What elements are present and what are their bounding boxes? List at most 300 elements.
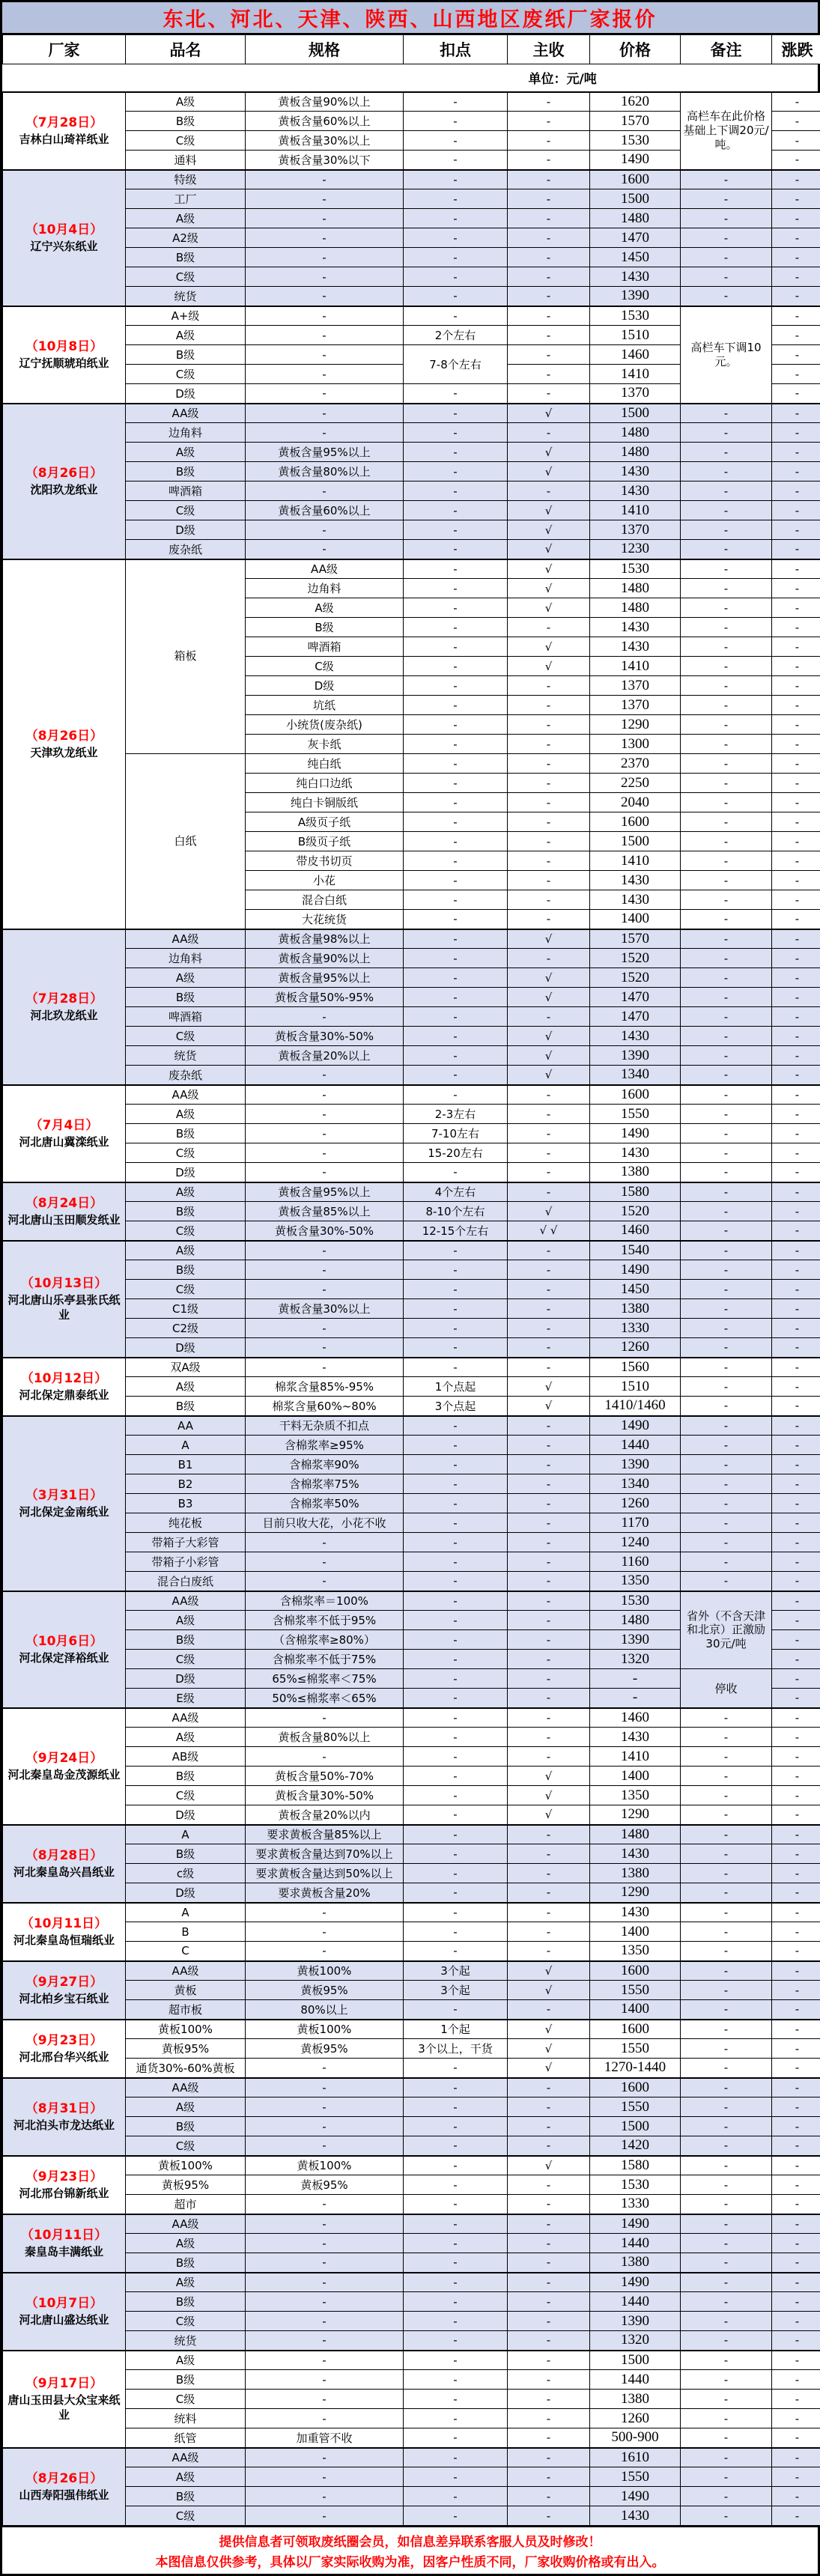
product-cell: B级 [126,2487,246,2506]
price-cell: 1600 [590,170,681,189]
main-collect-cell: √ [508,657,590,676]
product-cell: C级 [126,1786,246,1805]
change-cell: - [772,306,820,326]
table-row [3,1961,820,1981]
price-cell: 1560 [590,1358,681,1377]
factory-date: （9月23日） [5,2032,123,2050]
price-cell: - [590,1669,681,1689]
table-row [3,559,820,579]
main-collect-cell: √ [508,929,590,949]
product-cell: C [126,1942,246,1961]
price-cell: 1350 [590,1942,681,1961]
price-cell: - [590,1689,681,1708]
spec-cell: 65%≤棉浆率＜75% [246,1669,404,1689]
table-row [3,1552,820,1572]
deduction-cell: - [404,189,508,209]
price-cell: 1330 [590,2195,681,2214]
product-cell: 特级 [126,170,246,189]
price-cell: 1350 [590,1786,681,1805]
deduction-cell: 7-8个左右 [404,345,508,384]
spec-cell: 要求黄板含量20% [246,1883,404,1903]
main-collect-cell: - [508,1903,590,1922]
main-collect-cell: - [508,1689,590,1708]
spec-cell: 要求黄板含量达到70%以上 [246,1844,404,1864]
spec-cell: 黄板含量50%-95% [246,988,404,1007]
note-cell: - [681,715,772,735]
main-collect-cell: - [508,2312,590,2331]
spec-cell: 黄板含量20%以内 [246,1805,404,1825]
table-row [3,1572,820,1591]
change-cell: - [772,1358,820,1377]
note-cell: - [681,1241,772,1260]
price-cell: 1550 [590,2467,681,2487]
change-cell: - [772,2117,820,2136]
factory-date: （10月11日） [5,2227,123,2244]
note-cell: - [681,2506,772,2526]
price-cell: 1390 [590,1455,681,1474]
spec-cell: - [246,2234,404,2253]
change-cell: - [772,2428,820,2448]
main-collect-cell: - [508,2292,590,2312]
main-collect-cell: - [508,1260,590,1280]
price-cell: 1470 [590,228,681,248]
deduction-cell: - [404,1572,508,1591]
main-collect-cell: √ [508,559,590,579]
product-cell: 带箱子大彩管 [126,1533,246,1552]
note-cell: - [681,1085,772,1105]
deduction-cell: - [404,1241,508,1260]
table-row [3,1747,820,1767]
price-table-body [3,92,820,2526]
main-collect-cell: - [508,2195,590,2214]
product-cell: C级 [126,2312,246,2331]
price-cell: 1490 [590,1124,681,1143]
factory-date: （8月26日） [5,2470,123,2488]
main-collect-cell: - [508,423,590,443]
change-cell: - [772,1143,820,1163]
spec-cell: 50%≤棉浆率＜65% [246,1689,404,1708]
change-cell: - [772,949,820,968]
deduction-cell: - [404,2000,508,2020]
main-collect-cell: - [508,1358,590,1377]
spec-cell: 啤酒箱 [246,637,404,657]
spec-cell: 黄板含量95%以上 [246,443,404,462]
price-cell: 1480 [590,1611,681,1630]
factory-date: （8月26日） [5,728,123,745]
spec-cell: - [246,2506,404,2526]
table-row [3,1708,820,1728]
note-cell: - [681,1494,772,1513]
change-cell: - [772,657,820,676]
deduction-cell: - [404,1922,508,1942]
table-row [3,1377,820,1397]
note-cell: - [681,1572,772,1591]
change-cell: - [772,1338,820,1358]
main-collect-cell: √ [508,1202,590,1221]
factory-name: 沈阳玖龙纸业 [5,482,123,497]
note-cell: - [681,1474,772,1494]
price-cell: 1610 [590,2448,681,2467]
factory-date: （8月31日） [5,2100,123,2118]
factory-date: （9月27日） [5,1974,123,1991]
product-cell: A级 [126,2234,246,2253]
deduction-cell: - [404,1689,508,1708]
change-cell: - [772,326,820,345]
price-cell: 1500 [590,832,681,851]
change-cell: - [772,2370,820,2390]
col-header-note: 备注 [681,35,772,64]
spec-cell: - [246,2059,404,2078]
note-cell: - [681,1299,772,1319]
price-cell: 1390 [590,2312,681,2331]
note-cell: 高栏车在此价格基础上下调20元/吨。 [681,92,772,170]
main-collect-cell: - [508,1591,590,1611]
table-row [3,949,820,968]
change-cell: - [772,2273,820,2292]
table-row [3,968,820,988]
price-cell: 1460 [590,1221,681,1241]
spec-cell: - [246,345,404,365]
change-cell: - [772,754,820,774]
product-cell: AA级 [126,2214,246,2234]
spec-cell: 黄板含量98%以上 [246,929,404,949]
table-row [3,2059,820,2078]
price-cell: 1450 [590,248,681,267]
price-cell: 1490 [590,2487,681,2506]
spec-cell: - [246,2370,404,2390]
product-cell: C级 [126,2136,246,2156]
change-cell: - [772,2020,820,2039]
deduction-cell: - [404,774,508,793]
price-cell: 1430 [590,637,681,657]
main-collect-cell: - [508,2351,590,2370]
product-cell: C级 [126,365,246,384]
spec-cell: - [246,1922,404,1942]
change-cell: - [772,579,820,598]
main-collect-cell: √ [508,2059,590,2078]
table-row [3,2390,820,2409]
spec-cell: 小花 [246,871,404,890]
deduction-cell: 15-20左右 [404,1143,508,1163]
product-cell: A级 [126,1182,246,1202]
product-cell: B级 [126,345,246,365]
product-cell: D级 [126,1669,246,1689]
change-cell: - [772,1689,820,1708]
deduction-cell: - [404,1455,508,1474]
table-row [3,2253,820,2273]
table-row [3,2136,820,2156]
price-cell: 1540 [590,1241,681,1260]
main-collect-cell: √ [508,968,590,988]
table-row [3,1299,820,1319]
main-collect-cell: - [508,676,590,696]
table-row [3,2409,820,2428]
main-collect-cell: √ [508,462,590,482]
price-cell: 1580 [590,2156,681,2175]
main-collect-cell: - [508,2214,590,2234]
change-cell: - [772,1805,820,1825]
main-collect-cell: - [508,735,590,754]
change-cell: - [772,1494,820,1513]
table-row [3,1864,820,1883]
factory-name: 河北泊头市龙达纸业 [5,2118,123,2133]
product-cell: B级 [126,1202,246,1221]
product-cell: 超市板 [126,2000,246,2020]
main-collect-cell: - [508,1669,590,1689]
deduction-cell: - [404,482,508,501]
deduction-cell: - [404,1552,508,1572]
note-cell: - [681,267,772,287]
price-cell: 1520 [590,968,681,988]
spec-cell: 小统货(废杂纸) [246,715,404,735]
main-collect-cell: - [508,2078,590,2097]
spec-cell: - [246,1143,404,1163]
note-cell: - [681,2136,772,2156]
product-cell: 超市 [126,2195,246,2214]
product-cell: AA级 [126,2078,246,2097]
note-cell: - [681,2428,772,2448]
change-cell: - [772,189,820,209]
spec-cell: - [246,2117,404,2136]
main-collect-cell: √ [508,404,590,423]
price-cell: 1480 [590,423,681,443]
main-collect-cell: - [508,384,590,404]
note-cell: - [681,2409,772,2428]
note-cell: - [681,832,772,851]
price-cell: 1380 [590,1299,681,1319]
price-cell: 1370 [590,520,681,540]
main-collect-cell: - [508,754,590,774]
spec-cell: - [246,1747,404,1767]
col-header-factory: 厂家 [3,35,126,64]
table-row [3,2156,820,2175]
col-header-deduction: 扣点 [404,35,508,64]
change-cell: - [772,1319,820,1338]
note-cell: - [681,1786,772,1805]
change-cell: - [772,2156,820,2175]
spec-cell: 棉浆含量60%~80% [246,1397,404,1416]
price-cell: 1320 [590,1650,681,1669]
spec-cell: - [246,2409,404,2428]
product-cell: A级 [126,1728,246,1747]
spec-cell: - [246,228,404,248]
spec-cell: AA级 [246,559,404,579]
change-cell: - [772,170,820,189]
spec-cell: 含棉浆率＝100% [246,1591,404,1611]
price-cell: 1600 [590,1085,681,1105]
deduction-cell: - [404,2117,508,2136]
table-row [3,2370,820,2390]
factory-date: （10月4日） [5,222,123,239]
main-collect-cell: - [508,696,590,715]
product-cell: 统货 [126,1046,246,1066]
spec-cell: - [246,2312,404,2331]
deduction-cell: - [404,1474,508,1494]
note-cell: - [681,1319,772,1338]
spec-cell: - [246,2292,404,2312]
spec-cell: - [246,1241,404,1260]
factory-date: （10月7日） [5,2295,123,2312]
price-cell: 1430 [590,1903,681,1922]
main-collect-cell: - [508,910,590,929]
change-cell: - [772,559,820,579]
price-cell: 1480 [590,598,681,618]
product-cell: 黄板100% [126,2020,246,2039]
price-cell: 1460 [590,1708,681,1728]
spec-cell: 纯白纸 [246,754,404,774]
price-cell: 1480 [590,579,681,598]
price-cell: 1410 [590,657,681,676]
change-cell: - [772,968,820,988]
product-cell: AA级 [126,2448,246,2467]
deduction-cell: - [404,1805,508,1825]
deduction-cell: - [404,2467,508,2487]
change-cell: - [772,228,820,248]
product-cell: 带箱子小彩管 [126,1552,246,1572]
note-cell: - [681,2097,772,2117]
note-cell: - [681,579,772,598]
main-collect-cell: - [508,189,590,209]
note-cell: - [681,2390,772,2409]
main-collect-cell: - [508,1825,590,1844]
deduction-cell: - [404,1825,508,1844]
spec-cell: - [246,1163,404,1182]
product-cell: D级 [126,1883,246,1903]
deduction-cell: - [404,1416,508,1436]
product-cell: 黄板100% [126,2156,246,2175]
deduction-cell: - [404,2448,508,2467]
deduction-cell: - [404,949,508,968]
main-collect-cell: - [508,287,590,306]
spec-cell: 加重管不收 [246,2428,404,2448]
main-collect-cell: - [508,1708,590,1728]
spec-cell: - [246,2331,404,2351]
deduction-cell: - [404,1085,508,1105]
product-cell: B级 [126,1260,246,1280]
price-cell: 1410 [590,365,681,384]
product-cell: B2 [126,1474,246,1494]
note-cell: - [681,520,772,540]
spec-cell: 坑纸 [246,696,404,715]
note-cell: - [681,2312,772,2331]
price-cell: 1300 [590,735,681,754]
product-cell: 纸管 [126,2428,246,2448]
product-cell: 啤酒箱 [126,482,246,501]
price-cell: 1490 [590,2214,681,2234]
price-cell: 1430 [590,871,681,890]
change-cell: - [772,715,820,735]
product-cell: D级 [126,384,246,404]
spec-cell: - [246,2078,404,2097]
change-cell: - [772,637,820,657]
deduction-cell: - [404,2097,508,2117]
price-cell: 1350 [590,1572,681,1591]
deduction-cell: - [404,676,508,696]
main-collect-cell: √ [508,501,590,520]
change-cell: - [772,2175,820,2195]
note-cell: - [681,1708,772,1728]
product-cell: A级 [126,968,246,988]
spec-cell: 黄板含量20%以上 [246,1046,404,1066]
deduction-cell: 2个左右 [404,326,508,345]
spec-cell: - [246,306,404,326]
main-collect-cell: - [508,715,590,735]
spec-cell: 黄板含量30%-50% [246,1786,404,1805]
main-collect-cell: √ [508,443,590,462]
price-cell: 1430 [590,2506,681,2526]
change-cell: - [772,598,820,618]
main-collect-cell: - [508,228,590,248]
price-cell: 1380 [590,1864,681,1883]
table-row [3,306,820,326]
deduction-cell: - [404,1591,508,1611]
factory-date: （3月31日） [5,1487,123,1504]
price-cell: 1600 [590,2020,681,2039]
main-collect-cell: - [508,1942,590,1961]
spec-cell: 黄板含量85%以上 [246,1202,404,1221]
deduction-cell: - [404,287,508,306]
table-row [3,1280,820,1299]
change-cell: - [772,1241,820,1260]
note-cell: - [681,228,772,248]
price-cell: 1320 [590,2331,681,2351]
spec-cell: 黄板含量30%-50% [246,1221,404,1241]
product-cell: AB级 [126,1747,246,1767]
product-cell: A级 [126,2351,246,2370]
deduction-cell: - [404,1767,508,1786]
price-cell: 1460 [590,345,681,365]
spec-cell: 边角料 [246,579,404,598]
change-cell: - [772,267,820,287]
spec-cell: - [246,2214,404,2234]
main-collect-cell: - [508,92,590,112]
change-cell: - [772,1669,820,1689]
price-cell: 1500 [590,189,681,209]
table-row [3,2234,820,2253]
deduction-cell: - [404,2331,508,2351]
factory-name: 河北唐山盛达纸业 [5,2312,123,2327]
factory-name: 吉林白山琦祥纸业 [5,132,123,147]
deduction-cell: - [404,559,508,579]
deduction-cell: - [404,1728,508,1747]
change-cell: - [772,423,820,443]
factory-cell [3,2448,126,2526]
table-row [3,1124,820,1143]
price-cell: 1490 [590,1260,681,1280]
product-cell: B [126,1922,246,1942]
table-row [3,1728,820,1747]
product-cell: 通货30%-60%黄板 [126,2059,246,2078]
spec-cell: 黄板95% [246,2039,404,2059]
main-collect-cell: - [508,1143,590,1163]
price-cell: 1170 [590,1513,681,1533]
main-collect-cell: - [508,2175,590,2195]
main-collect-cell: - [508,365,590,384]
note-cell: - [681,1436,772,1455]
product-cell: 统料 [126,2409,246,2428]
table-row [3,2097,820,2117]
price-cell: 1410/1460 [590,1397,681,1416]
change-cell: - [772,1513,820,1533]
deduction-cell: - [404,2351,508,2370]
main-collect-cell: - [508,1864,590,1883]
product-cell: C级 [126,2506,246,2526]
main-collect-cell: - [508,2390,590,2409]
product-cell: C级 [126,1027,246,1046]
table-row [3,1786,820,1805]
main-collect-cell: - [508,2000,590,2020]
note-cell: - [681,287,772,306]
